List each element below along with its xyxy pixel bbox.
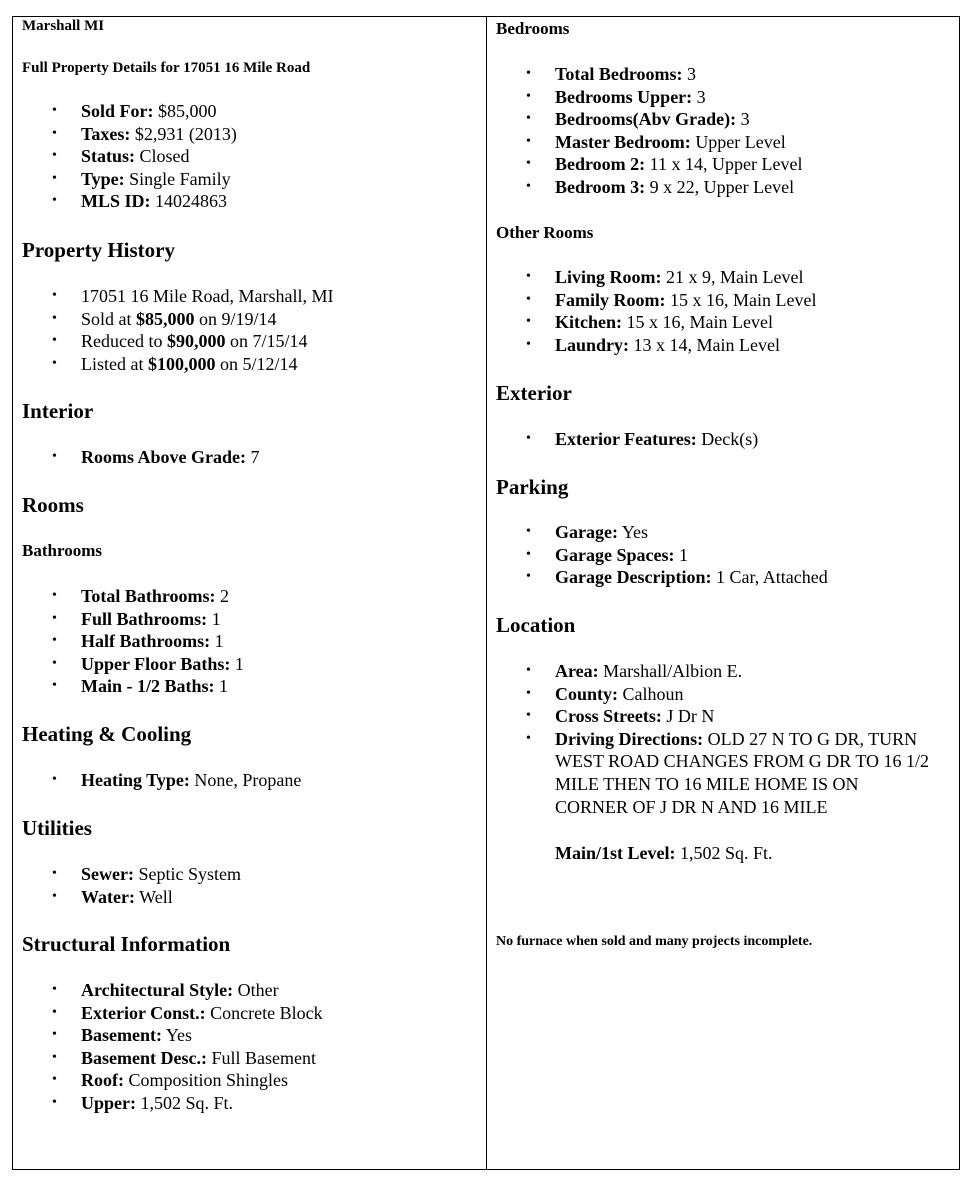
list-item: • Garage Description: 1 Car, Attached	[496, 566, 956, 589]
list-item: • Reduced to $90,000 on 7/15/14	[22, 330, 482, 353]
list-item: • Architectural Style: Other	[22, 979, 482, 1002]
list-item: • Exterior Features: Deck(s)	[496, 428, 956, 451]
list-item: • Upper: 1,502 Sq. Ft.	[22, 1092, 482, 1115]
list-item: • Exterior Const.: Concrete Block	[22, 1002, 482, 1025]
list-item: • Status: Closed	[22, 145, 482, 168]
history-list	[22, 285, 482, 375]
list-item: • Total Bathrooms: 2	[22, 585, 482, 608]
list-item: • Driving Directions: OLD 27 N TO G DR, TURN WEST ROAD CHANGES FROM G DR TO 16 1/2 MILE THEN TO 16 MILE HOME IS ON CORNER OF J DR N AND 16 MILE	[496, 728, 935, 818]
location-list	[496, 660, 954, 818]
list-item: • Garage: Yes	[496, 521, 956, 544]
location-label: Marshall MI	[22, 18, 105, 34]
main-level-line: Main/1st Level: 1,502 Sq. Ft.	[555, 843, 773, 863]
list-item: • County: Calhoun	[496, 683, 954, 706]
list-item: • Main - 1/2 Baths: 1	[22, 675, 482, 698]
list-item: • Bedroom 3: 9 x 22, Upper Level	[496, 176, 956, 199]
list-item: • Full Bathrooms: 1	[22, 608, 482, 631]
list-item: • Taxes: $2,931 (2013)	[22, 123, 482, 146]
location-heading: Location	[496, 613, 576, 637]
bathrooms-list	[22, 585, 482, 698]
bedrooms-list	[496, 63, 956, 199]
list-item: • Listed at $100,000 on 5/12/14	[22, 353, 482, 376]
list-item: • Family Room: 15 x 16, Main Level	[496, 289, 956, 312]
list-item: • Master Bedroom: Upper Level	[496, 131, 956, 154]
other-rooms-heading: Other Rooms	[496, 223, 594, 242]
list-item: • Upper Floor Baths: 1	[22, 653, 482, 676]
list-item: • Bedrooms(Abv Grade): 3	[496, 108, 956, 131]
summary-list	[22, 100, 482, 213]
heating-list	[22, 769, 482, 792]
list-item: • Bedrooms Upper: 3	[496, 86, 956, 109]
remarks-note: No furnace when sold and many projects incomplete.	[496, 934, 813, 949]
list-item: • Area: Marshall/Albion E.	[496, 660, 954, 683]
list-item: • Sold at $85,000 on 9/19/14	[22, 308, 482, 331]
list-item: • MLS ID: 14024863	[22, 190, 482, 213]
interior-list	[22, 446, 482, 469]
column-divider	[486, 16, 487, 1170]
list-item: • Rooms Above Grade: 7	[22, 446, 482, 469]
list-item: • Basement Desc.: Full Basement	[22, 1047, 482, 1070]
parking-heading: Parking	[496, 475, 569, 499]
list-item: • Garage Spaces: 1	[496, 544, 956, 567]
list-item: • Cross Streets: J Dr N	[496, 705, 954, 728]
list-item: • Sewer: Septic System	[22, 863, 482, 886]
exterior-heading: Exterior	[496, 381, 572, 405]
bedrooms-heading: Bedrooms	[496, 19, 570, 38]
list-item: • Bedroom 2: 11 x 14, Upper Level	[496, 153, 956, 176]
bathrooms-heading: Bathrooms	[22, 541, 102, 560]
property-history-heading: Property History	[22, 238, 175, 262]
interior-heading: Interior	[22, 399, 94, 423]
utilities-list	[22, 863, 482, 908]
structural-list	[22, 979, 482, 1115]
list-item: • Laundry: 13 x 14, Main Level	[496, 334, 956, 357]
list-item: • Half Bathrooms: 1	[22, 630, 482, 653]
list-item: • Water: Well	[22, 886, 482, 909]
list-item: • Basement: Yes	[22, 1024, 482, 1047]
list-item: • Type: Single Family	[22, 168, 482, 191]
list-item: • Total Bedrooms: 3	[496, 63, 956, 86]
list-item: • Kitchen: 15 x 16, Main Level	[496, 311, 956, 334]
heating-cooling-heading: Heating & Cooling	[22, 722, 192, 746]
list-item: • 17051 16 Mile Road, Marshall, MI	[22, 285, 482, 308]
parking-list	[496, 521, 956, 589]
other-rooms-list	[496, 266, 956, 356]
utilities-heading: Utilities	[22, 816, 92, 840]
list-item: • Sold For: $85,000	[22, 100, 482, 123]
rooms-heading: Rooms	[22, 493, 84, 517]
full-details-title: Full Property Details for 17051 16 Mile Road	[22, 60, 311, 76]
list-item: • Living Room: 21 x 9, Main Level	[496, 266, 956, 289]
exterior-list	[496, 428, 956, 451]
list-item: • Roof: Composition Shingles	[22, 1069, 482, 1092]
list-item: • Heating Type: None, Propane	[22, 769, 482, 792]
structural-heading: Structural Information	[22, 932, 231, 956]
